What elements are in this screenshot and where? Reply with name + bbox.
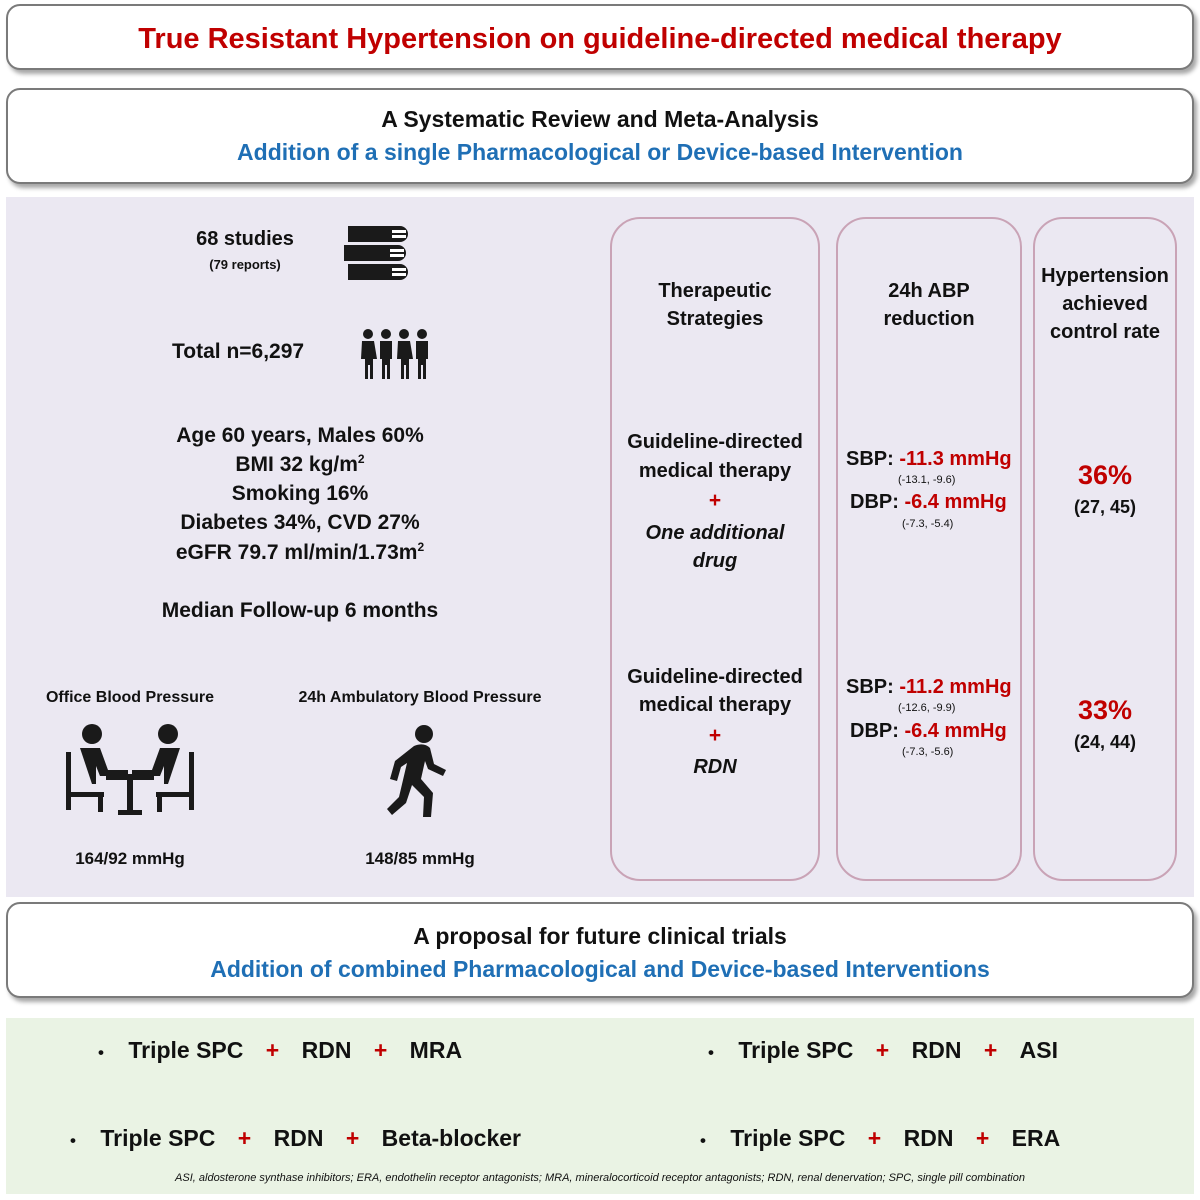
row1-control-rate: 36% [1077, 460, 1133, 490]
combo-item: ASI [1019, 1037, 1059, 1063]
combo-item: RDN [301, 1037, 352, 1063]
row1-dbp-label: DBP: [850, 491, 899, 513]
egfr-superscript: 2 [417, 540, 425, 554]
bmi-superscript: 2 [357, 452, 365, 466]
combo-asi [708, 1037, 1058, 1064]
combo-era [700, 1125, 1060, 1152]
combo-item: Triple SPC [738, 1037, 854, 1063]
combo-plus: + [975, 1125, 990, 1151]
control-header-1: Hypertension [1041, 265, 1169, 287]
abp-header-1: 24h ABP [888, 280, 970, 302]
row2-dbp [850, 720, 1007, 743]
combo-plus: + [867, 1125, 882, 1151]
row1-strategy-1: Guideline-directed [627, 431, 803, 453]
diabetes-cvd: Diabetes 34%, CVD 27% [180, 511, 420, 534]
row2-strategy-2: medical therapy [638, 694, 792, 716]
strategies-header-2: Strategies [666, 308, 764, 330]
egfr-text: eGFR 79.7 ml/min/1.73m [175, 541, 418, 564]
row1-dbp-ci: (-7.3, -5.4) [902, 518, 954, 530]
combo-item: Triple SPC [730, 1125, 846, 1151]
combo-item: MRA [409, 1037, 463, 1063]
ambulatory-bp-value: 148/85 mmHg [365, 849, 475, 868]
bmi-text: BMI 32 kg/m [235, 453, 358, 476]
combo-item: RDN [273, 1125, 324, 1151]
row2-dbp-ci: (-7.3, -5.6) [902, 746, 954, 758]
age-males: Age 60 years, Males 60% [176, 424, 424, 447]
combo-bullet: • [70, 1131, 76, 1150]
control-header-2: achieved [1062, 293, 1148, 315]
combo-item: RDN [911, 1037, 962, 1063]
combo-plus: + [875, 1037, 890, 1063]
combo-plus: + [265, 1037, 280, 1063]
control-header-3: control rate [1049, 321, 1161, 343]
footnote: ASI, aldosterone synthase inhibitors; ERA, endothelin receptor antagonists; MRA, mineralocorticoid receptor antagonists; RDN, renal denervation; SPC, single pill combination [175, 1172, 1025, 1184]
row1-addition-1: One additional [645, 522, 785, 544]
row2-sbp-label: SBP: [846, 676, 894, 698]
row2-strategy-1: Guideline-directed [627, 666, 803, 688]
row1-sbp-value: -11.3 mmHg [899, 448, 1012, 470]
people-icon [358, 328, 434, 380]
row2-addition-1: RDN [693, 756, 737, 778]
combo-item: Triple SPC [100, 1125, 216, 1151]
bmi [130, 452, 470, 477]
combo-plus: + [983, 1037, 998, 1063]
row2-dbp-label: DBP: [850, 720, 899, 742]
combo-plus: + [237, 1125, 252, 1151]
books-icon [340, 222, 412, 284]
review-title: A Systematic Review and Meta-Analysis [381, 106, 819, 132]
combo-item: ERA [1011, 1125, 1061, 1151]
row1-plus: + [708, 489, 722, 512]
median-followup: Median Follow-up 6 months [161, 599, 439, 622]
row2-control-rate: 33% [1077, 695, 1133, 725]
row1-sbp-ci: (-13.1, -9.6) [898, 474, 956, 486]
combo-mra [98, 1037, 462, 1064]
row1-strategy-2: medical therapy [638, 460, 792, 482]
title-box [6, 4, 1194, 70]
proposal-box [6, 902, 1194, 998]
row1-addition-2: drug [692, 550, 738, 572]
row1-dbp-value: -6.4 mmHg [904, 491, 1007, 513]
ambulatory-bp-label: 24h Ambulatory Blood Pressure [298, 689, 542, 706]
row1-control-ci: (27, 45) [1073, 497, 1137, 517]
smoking: Smoking 16% [231, 482, 369, 505]
total-n: Total n=6,297 [172, 340, 305, 363]
review-box [6, 88, 1194, 184]
combo-item: RDN [903, 1125, 954, 1151]
office-consultation-icon [62, 722, 198, 818]
abp-header-2: reduction [883, 308, 975, 330]
row1-sbp [846, 448, 1012, 471]
combo-plus: + [345, 1125, 360, 1151]
review-subtitle: Addition of a single Pharmacological or Device-based Intervention [237, 139, 963, 165]
studies-count: 68 studies [196, 228, 294, 250]
egfr [130, 540, 470, 565]
office-bp-value: 164/92 mmHg [75, 849, 185, 868]
combo-item: Beta-blocker [381, 1125, 521, 1151]
combo-bullet: • [98, 1043, 104, 1062]
page-title: True Resistant Hypertension on guideline-directed medical therapy [138, 23, 1062, 55]
office-bp-label: Office Blood Pressure [45, 689, 215, 706]
row2-control-ci: (24, 44) [1073, 732, 1137, 752]
reports-count: (79 reports) [209, 257, 281, 272]
proposal-subtitle: Addition of combined Pharmacological and Device-based Interventions [210, 956, 990, 982]
row2-sbp [846, 676, 1012, 699]
walking-person-icon [384, 724, 452, 820]
proposal-title: A proposal for future clinical trials [413, 923, 787, 949]
combo-item: Triple SPC [128, 1037, 244, 1063]
combo-plus: + [373, 1037, 388, 1063]
row1-dbp [850, 491, 1007, 514]
control-column [1033, 217, 1177, 881]
row2-sbp-ci: (-12.6, -9.9) [898, 702, 956, 714]
row1-sbp-label: SBP: [846, 448, 894, 470]
row2-plus: + [708, 724, 722, 747]
combo-bullet: • [700, 1131, 706, 1150]
row2-dbp-value: -6.4 mmHg [904, 720, 1007, 742]
strategies-header-1: Therapeutic [658, 280, 772, 302]
combo-beta-blocker [70, 1125, 521, 1152]
row2-sbp-value: -11.2 mmHg [899, 676, 1012, 698]
combo-bullet: • [708, 1043, 714, 1062]
